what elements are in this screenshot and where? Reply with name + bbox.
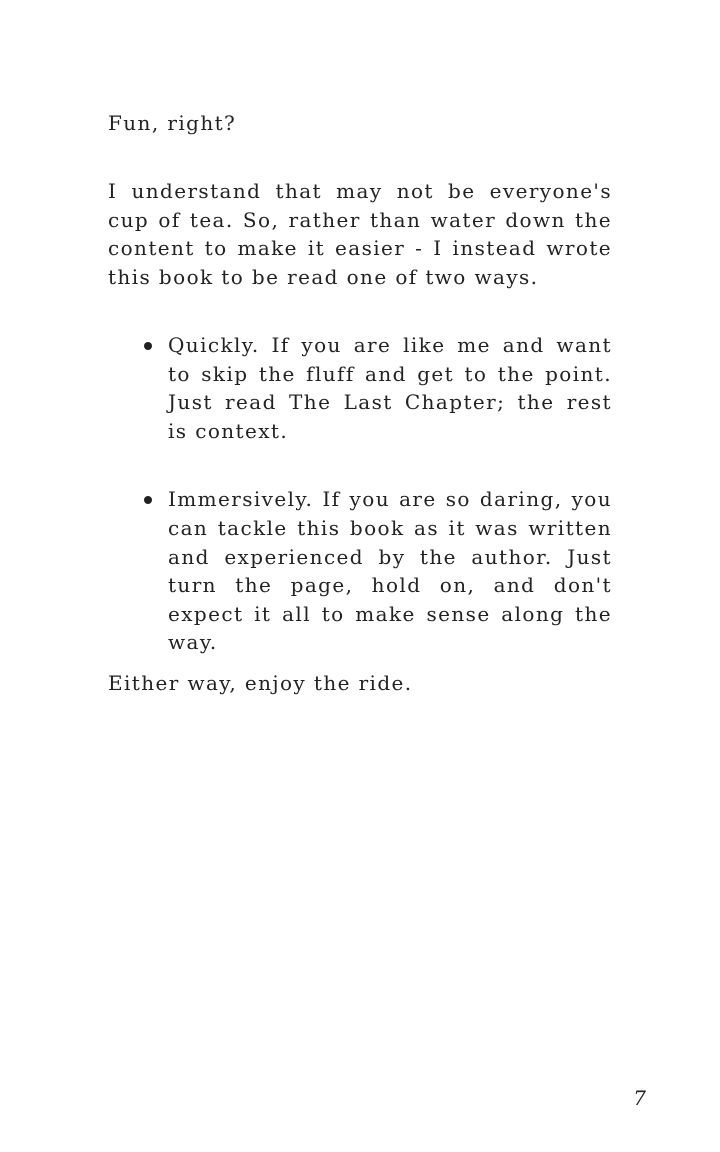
bullet-icon	[144, 342, 152, 350]
page-number: 7	[633, 1086, 646, 1110]
bullet-text-immersively: Immersively. If you are so daring, you can tackle this book as it was written and experienced by the author. Just turn the page, hold on, and don't expect it all to make sense along the way.	[168, 487, 612, 655]
paragraph-intro: Fun, right?	[108, 111, 237, 135]
paragraph-closing: Either way, enjoy the ride.	[108, 671, 413, 695]
bullet-text-quickly: Quickly. If you are like me and want to skip the fluff and get to the point. Just read The Last Chapter; the rest is context.	[168, 333, 612, 443]
paragraph-explanation: I understand that may not be everyone's cup of tea. So, rather than water down the content to make it easier - I instead wrote this book to be read one of two ways.	[108, 179, 612, 289]
list-item	[108, 331, 612, 445]
bullet-icon	[144, 496, 152, 504]
reading-options-list	[108, 331, 612, 697]
list-item	[108, 485, 612, 657]
